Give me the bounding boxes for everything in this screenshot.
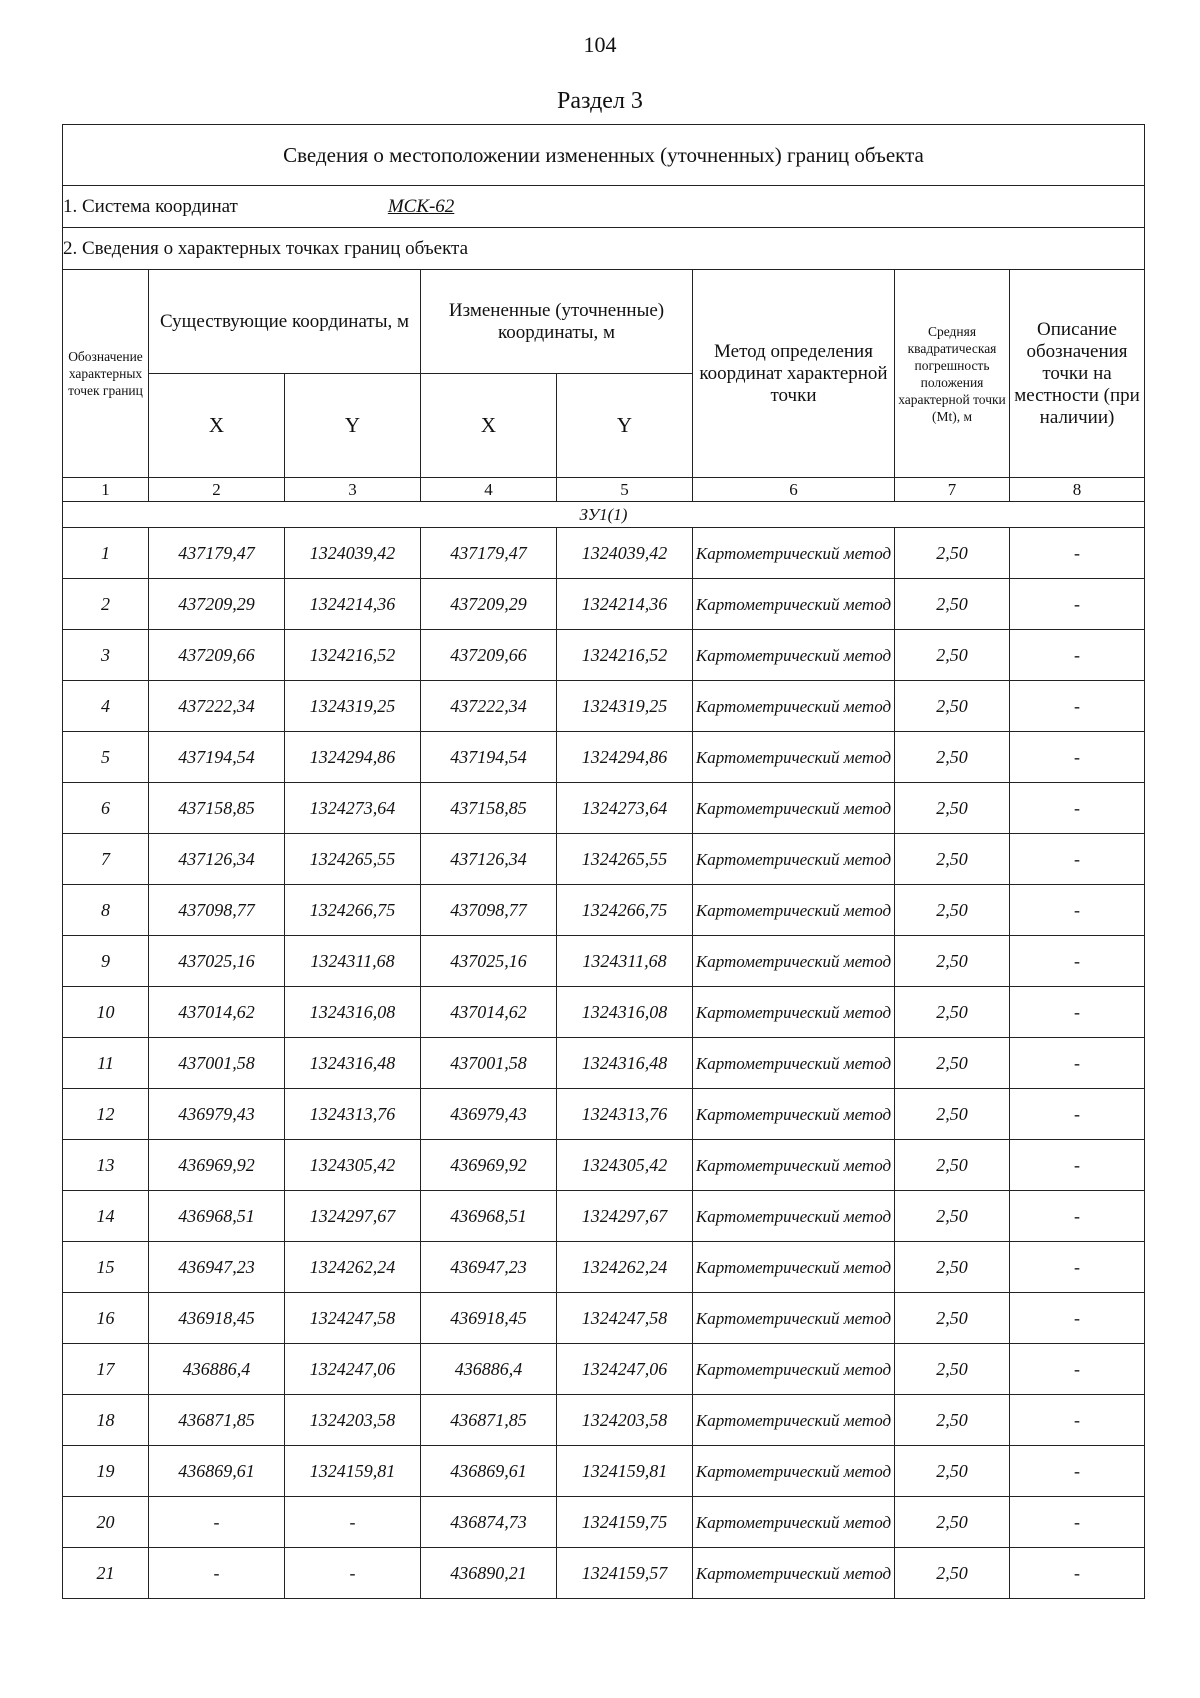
changed-y-cell: 1324265,55 xyxy=(557,834,693,885)
method-cell: Картометрический метод xyxy=(693,783,895,834)
changed-x-cell: 437194,54 xyxy=(421,732,557,783)
point-number-cell: 21 xyxy=(63,1548,149,1599)
existing-y-cell: 1324319,25 xyxy=(285,681,421,732)
existing-x-cell: 436947,23 xyxy=(149,1242,285,1293)
existing-x-cell: 436918,45 xyxy=(149,1293,285,1344)
table-row xyxy=(63,936,1145,987)
changed-x-cell: 437001,58 xyxy=(421,1038,557,1089)
column-numbers-row xyxy=(63,478,1145,502)
existing-x-cell: 437014,62 xyxy=(149,987,285,1038)
existing-x-cell: - xyxy=(149,1548,285,1599)
point-number-cell: 19 xyxy=(63,1446,149,1497)
existing-y-cell: 1324039,42 xyxy=(285,528,421,579)
description-cell: - xyxy=(1010,1191,1145,1242)
table-row xyxy=(63,987,1145,1038)
description-cell: - xyxy=(1010,528,1145,579)
table-row xyxy=(63,1446,1145,1497)
existing-x-cell: 436871,85 xyxy=(149,1395,285,1446)
method-cell: Картометрический метод xyxy=(693,1191,895,1242)
changed-y-cell: 1324316,48 xyxy=(557,1038,693,1089)
changed-x-cell: 436871,85 xyxy=(421,1395,557,1446)
table-row xyxy=(63,528,1145,579)
description-cell: - xyxy=(1010,1548,1145,1599)
header-changed-y: Y xyxy=(557,374,693,478)
column-number: 3 xyxy=(285,478,421,502)
method-cell: Картометрический метод xyxy=(693,528,895,579)
method-cell: Картометрический метод xyxy=(693,885,895,936)
point-number-cell: 3 xyxy=(63,630,149,681)
method-cell: Картометрический метод xyxy=(693,630,895,681)
existing-x-cell: 436869,61 xyxy=(149,1446,285,1497)
changed-x-cell: 437025,16 xyxy=(421,936,557,987)
existing-x-cell: 437209,29 xyxy=(149,579,285,630)
description-cell: - xyxy=(1010,732,1145,783)
changed-y-cell: 1324319,25 xyxy=(557,681,693,732)
existing-y-cell: 1324214,36 xyxy=(285,579,421,630)
coord-system-row xyxy=(63,186,1145,228)
existing-y-cell: - xyxy=(285,1548,421,1599)
table-row xyxy=(63,1242,1145,1293)
point-number-cell: 11 xyxy=(63,1038,149,1089)
error-cell: 2,50 xyxy=(895,1038,1010,1089)
description-cell: - xyxy=(1010,1038,1145,1089)
existing-y-cell: 1324273,64 xyxy=(285,783,421,834)
header-changed-coords: Измененные (уточненные) координаты, м xyxy=(421,270,693,374)
changed-x-cell: 437209,66 xyxy=(421,630,557,681)
error-cell: 2,50 xyxy=(895,732,1010,783)
changed-y-cell: 1324262,24 xyxy=(557,1242,693,1293)
table-row xyxy=(63,783,1145,834)
point-number-cell: 7 xyxy=(63,834,149,885)
changed-y-cell: 1324305,42 xyxy=(557,1140,693,1191)
existing-x-cell: 437126,34 xyxy=(149,834,285,885)
column-number: 1 xyxy=(63,478,149,502)
existing-y-cell: 1324266,75 xyxy=(285,885,421,936)
method-cell: Картометрический метод xyxy=(693,681,895,732)
existing-y-cell: 1324159,81 xyxy=(285,1446,421,1497)
coord-system-label: 1. Система координат xyxy=(63,195,238,217)
coord-system-value: МСК-62 xyxy=(387,195,455,217)
point-number-cell: 18 xyxy=(63,1395,149,1446)
point-number-cell: 20 xyxy=(63,1497,149,1548)
changed-y-cell: 1324216,52 xyxy=(557,630,693,681)
point-number-cell: 2 xyxy=(63,579,149,630)
changed-x-cell: 436918,45 xyxy=(421,1293,557,1344)
existing-y-cell: 1324216,52 xyxy=(285,630,421,681)
error-cell: 2,50 xyxy=(895,1140,1010,1191)
point-number-cell: 10 xyxy=(63,987,149,1038)
changed-y-cell: 1324214,36 xyxy=(557,579,693,630)
group-label: ЗУ1(1) xyxy=(63,502,1145,528)
changed-y-cell: 1324159,75 xyxy=(557,1497,693,1548)
point-number-cell: 12 xyxy=(63,1089,149,1140)
changed-x-cell: 436969,92 xyxy=(421,1140,557,1191)
method-cell: Картометрический метод xyxy=(693,987,895,1038)
changed-y-cell: 1324247,58 xyxy=(557,1293,693,1344)
existing-x-cell: 437158,85 xyxy=(149,783,285,834)
method-cell: Картометрический метод xyxy=(693,1140,895,1191)
column-number: 4 xyxy=(421,478,557,502)
description-cell: - xyxy=(1010,1140,1145,1191)
existing-y-cell: 1324262,24 xyxy=(285,1242,421,1293)
changed-y-cell: 1324159,57 xyxy=(557,1548,693,1599)
changed-y-cell: 1324316,08 xyxy=(557,987,693,1038)
existing-y-cell: - xyxy=(285,1497,421,1548)
description-cell: - xyxy=(1010,630,1145,681)
error-cell: 2,50 xyxy=(895,1344,1010,1395)
changed-x-cell: 436947,23 xyxy=(421,1242,557,1293)
changed-y-cell: 1324273,64 xyxy=(557,783,693,834)
method-cell: Картометрический метод xyxy=(693,1548,895,1599)
method-cell: Картометрический метод xyxy=(693,1446,895,1497)
column-number: 7 xyxy=(895,478,1010,502)
header-existing-x: X xyxy=(149,374,285,478)
changed-x-cell: 436874,73 xyxy=(421,1497,557,1548)
error-cell: 2,50 xyxy=(895,936,1010,987)
method-cell: Картометрический метод xyxy=(693,732,895,783)
changed-y-cell: 1324039,42 xyxy=(557,528,693,579)
description-cell: - xyxy=(1010,987,1145,1038)
method-cell: Картометрический метод xyxy=(693,1293,895,1344)
description-cell: - xyxy=(1010,681,1145,732)
header-description: Описание обозначения точки на местности (при наличии) xyxy=(1010,270,1145,478)
existing-x-cell: 437025,16 xyxy=(149,936,285,987)
table-row xyxy=(63,1293,1145,1344)
changed-x-cell: 437222,34 xyxy=(421,681,557,732)
point-number-cell: 9 xyxy=(63,936,149,987)
existing-x-cell: 436886,4 xyxy=(149,1344,285,1395)
existing-x-cell: 436968,51 xyxy=(149,1191,285,1242)
existing-y-cell: 1324265,55 xyxy=(285,834,421,885)
page-number: 104 xyxy=(583,32,617,57)
changed-y-cell: 1324311,68 xyxy=(557,936,693,987)
description-cell: - xyxy=(1010,579,1145,630)
header-point-designation: Обозначение характерных точек границ xyxy=(63,270,149,478)
point-number-cell: 17 xyxy=(63,1344,149,1395)
changed-x-cell: 437179,47 xyxy=(421,528,557,579)
existing-y-cell: 1324247,06 xyxy=(285,1344,421,1395)
point-number-cell: 6 xyxy=(63,783,149,834)
existing-y-cell: 1324247,58 xyxy=(285,1293,421,1344)
table-row xyxy=(63,834,1145,885)
column-number: 5 xyxy=(557,478,693,502)
table-row xyxy=(63,681,1145,732)
point-number-cell: 5 xyxy=(63,732,149,783)
existing-y-cell: 1324203,58 xyxy=(285,1395,421,1446)
existing-y-cell: 1324313,76 xyxy=(285,1089,421,1140)
description-cell: - xyxy=(1010,834,1145,885)
description-cell: - xyxy=(1010,1446,1145,1497)
error-cell: 2,50 xyxy=(895,1395,1010,1446)
existing-x-cell: 437209,66 xyxy=(149,630,285,681)
existing-y-cell: 1324311,68 xyxy=(285,936,421,987)
error-cell: 2,50 xyxy=(895,783,1010,834)
method-cell: Картометрический метод xyxy=(693,936,895,987)
changed-x-cell: 436979,43 xyxy=(421,1089,557,1140)
points-info-label: 2. Сведения о характерных точках границ объекта xyxy=(63,228,1145,270)
method-cell: Картометрический метод xyxy=(693,1242,895,1293)
column-number: 2 xyxy=(149,478,285,502)
table-row xyxy=(63,1089,1145,1140)
error-cell: 2,50 xyxy=(895,1242,1010,1293)
error-cell: 2,50 xyxy=(895,1446,1010,1497)
error-cell: 2,50 xyxy=(895,1497,1010,1548)
changed-x-cell: 436869,61 xyxy=(421,1446,557,1497)
changed-y-cell: 1324159,81 xyxy=(557,1446,693,1497)
table-title: Сведения о местоположении измененных (уточненных) границ объекта xyxy=(63,125,1145,186)
column-number: 8 xyxy=(1010,478,1145,502)
changed-y-cell: 1324294,86 xyxy=(557,732,693,783)
table-row xyxy=(63,1395,1145,1446)
point-number-cell: 4 xyxy=(63,681,149,732)
table-row xyxy=(63,630,1145,681)
error-cell: 2,50 xyxy=(895,630,1010,681)
existing-x-cell: 437001,58 xyxy=(149,1038,285,1089)
column-number: 6 xyxy=(693,478,895,502)
error-cell: 2,50 xyxy=(895,528,1010,579)
table-row xyxy=(63,1548,1145,1599)
description-cell: - xyxy=(1010,1395,1145,1446)
existing-x-cell: 437179,47 xyxy=(149,528,285,579)
changed-y-cell: 1324313,76 xyxy=(557,1089,693,1140)
header-changed-x: X xyxy=(421,374,557,478)
description-cell: - xyxy=(1010,936,1145,987)
description-cell: - xyxy=(1010,885,1145,936)
changed-x-cell: 436890,21 xyxy=(421,1548,557,1599)
error-cell: 2,50 xyxy=(895,1089,1010,1140)
description-cell: - xyxy=(1010,1242,1145,1293)
boundary-table xyxy=(62,124,1145,1599)
changed-x-cell: 437209,29 xyxy=(421,579,557,630)
description-cell: - xyxy=(1010,1089,1145,1140)
method-cell: Картометрический метод xyxy=(693,1497,895,1548)
changed-x-cell: 437126,34 xyxy=(421,834,557,885)
changed-x-cell: 437014,62 xyxy=(421,987,557,1038)
changed-x-cell: 437098,77 xyxy=(421,885,557,936)
header-method: Метод определения координат характерной точки xyxy=(693,270,895,478)
table-row xyxy=(63,732,1145,783)
changed-x-cell: 437158,85 xyxy=(421,783,557,834)
error-cell: 2,50 xyxy=(895,834,1010,885)
point-number-cell: 8 xyxy=(63,885,149,936)
error-cell: 2,50 xyxy=(895,579,1010,630)
description-cell: - xyxy=(1010,1497,1145,1548)
existing-y-cell: 1324294,86 xyxy=(285,732,421,783)
table-row xyxy=(63,1038,1145,1089)
changed-y-cell: 1324266,75 xyxy=(557,885,693,936)
error-cell: 2,50 xyxy=(895,1191,1010,1242)
method-cell: Картометрический метод xyxy=(693,1089,895,1140)
changed-y-cell: 1324297,67 xyxy=(557,1191,693,1242)
table-row xyxy=(63,885,1145,936)
changed-y-cell: 1324203,58 xyxy=(557,1395,693,1446)
point-number-cell: 14 xyxy=(63,1191,149,1242)
existing-y-cell: 1324316,48 xyxy=(285,1038,421,1089)
existing-x-cell: 437194,54 xyxy=(149,732,285,783)
table-row xyxy=(63,1344,1145,1395)
existing-x-cell: 436969,92 xyxy=(149,1140,285,1191)
description-cell: - xyxy=(1010,1293,1145,1344)
existing-y-cell: 1324316,08 xyxy=(285,987,421,1038)
method-cell: Картометрический метод xyxy=(693,1395,895,1446)
existing-y-cell: 1324305,42 xyxy=(285,1140,421,1191)
error-cell: 2,50 xyxy=(895,885,1010,936)
point-number-cell: 16 xyxy=(63,1293,149,1344)
section-title: Раздел 3 xyxy=(557,88,643,114)
method-cell: Картометрический метод xyxy=(693,1344,895,1395)
method-cell: Картометрический метод xyxy=(693,1038,895,1089)
changed-y-cell: 1324247,06 xyxy=(557,1344,693,1395)
table-row xyxy=(63,1497,1145,1548)
table-row xyxy=(63,579,1145,630)
point-number-cell: 13 xyxy=(63,1140,149,1191)
method-cell: Картометрический метод xyxy=(693,579,895,630)
table-row xyxy=(63,1140,1145,1191)
existing-x-cell: 437222,34 xyxy=(149,681,285,732)
header-error: Средняя квадратическая погрешность положения характерной точки (Mt), м xyxy=(895,270,1010,478)
header-existing-y: Y xyxy=(285,374,421,478)
method-cell: Картометрический метод xyxy=(693,834,895,885)
existing-x-cell: 436979,43 xyxy=(149,1089,285,1140)
changed-x-cell: 436886,4 xyxy=(421,1344,557,1395)
header-existing-coords: Существующие координаты, м xyxy=(149,270,421,374)
error-cell: 2,50 xyxy=(895,1548,1010,1599)
existing-y-cell: 1324297,67 xyxy=(285,1191,421,1242)
description-cell: - xyxy=(1010,783,1145,834)
error-cell: 2,50 xyxy=(895,987,1010,1038)
error-cell: 2,50 xyxy=(895,681,1010,732)
existing-x-cell: 437098,77 xyxy=(149,885,285,936)
point-number-cell: 15 xyxy=(63,1242,149,1293)
table-row xyxy=(63,1191,1145,1242)
error-cell: 2,50 xyxy=(895,1293,1010,1344)
existing-x-cell: - xyxy=(149,1497,285,1548)
description-cell: - xyxy=(1010,1344,1145,1395)
changed-x-cell: 436968,51 xyxy=(421,1191,557,1242)
point-number-cell: 1 xyxy=(63,528,149,579)
